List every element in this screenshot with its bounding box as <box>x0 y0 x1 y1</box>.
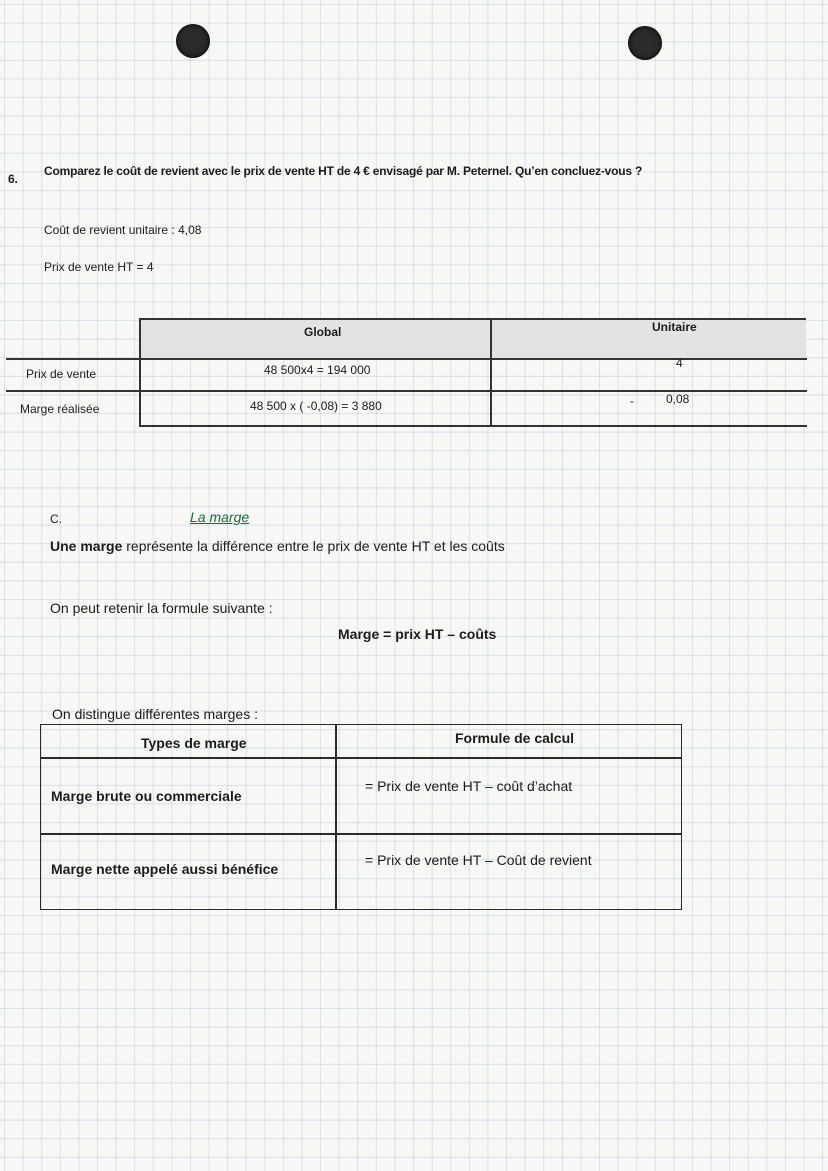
row-type-marge-nette: Marge nette appelé aussi bénéfice <box>51 861 279 877</box>
table-line <box>6 358 807 360</box>
row-label-marge-realisee: Marge réalisée <box>20 402 100 416</box>
question-text: Comparez le coût de revient avec le prix de vente HT de 4 € envisagé par M. Peternel. Qu’en concluez-vous ? <box>44 164 643 178</box>
header-types-marge: Types de marge <box>141 735 247 751</box>
section-letter: C. <box>50 512 62 526</box>
definition-bold: Une marge <box>50 538 123 554</box>
question-number: 6. <box>8 172 18 186</box>
prix-vente-unitaire: 4 <box>676 356 683 370</box>
table-line <box>139 318 141 426</box>
row-formula-marge-brute: = Prix de vente HT – coût d’achat <box>365 778 573 794</box>
table-line <box>41 757 681 759</box>
table-line <box>490 318 492 426</box>
punch-hole-left <box>176 24 210 58</box>
table-header-background <box>139 318 806 358</box>
header-global: Global <box>304 325 342 339</box>
marge-realisee-unitaire: 0,08 <box>666 392 690 406</box>
table-line <box>139 318 806 320</box>
definition-text <box>50 538 505 554</box>
prix-vente-text: Prix de vente HT = 4 <box>44 260 154 274</box>
section-title: La marge <box>190 509 250 525</box>
table-line <box>139 425 807 427</box>
row-label-prix-vente: Prix de vente <box>26 367 97 381</box>
table-line <box>41 833 681 835</box>
distinguish-text: On distingue différentes marges : <box>52 706 258 722</box>
marge-realisee-global: 48 500 x ( -0,08) = 3 880 <box>250 399 382 413</box>
definition-rest: représente la différence entre le prix de vente HT et les coûts <box>122 538 505 554</box>
retain-text: On peut retenir la formule suivante : <box>50 600 273 616</box>
row-type-marge-brute: Marge brute ou commerciale <box>51 788 242 804</box>
prix-vente-global: 48 500x4 = 194 000 <box>264 363 371 377</box>
row-formula-marge-nette: = Prix de vente HT – Coût de revient <box>365 852 592 868</box>
marge-realisee-sign: - <box>630 394 634 408</box>
header-unitaire: Unitaire <box>652 320 697 334</box>
header-formule-calcul: Formule de calcul <box>455 730 575 746</box>
cout-revient-text: Coût de revient unitaire : 4,08 <box>44 223 202 237</box>
table-line <box>335 725 337 909</box>
table-types-marge <box>40 724 682 910</box>
punch-hole-right <box>628 26 662 60</box>
formula-text: Marge = prix HT – coûts <box>338 626 497 642</box>
